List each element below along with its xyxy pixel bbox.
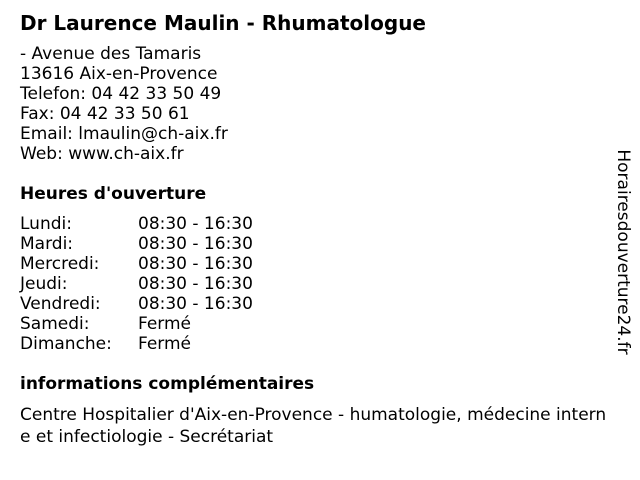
day-label: Vendredi: [20,294,101,314]
page-title: Dr Laurence Maulin - Rhumatologue [20,11,426,35]
day-label: Jeudi: [20,274,68,294]
hours-value: 08:30 - 16:30 [138,234,253,254]
hours-value: 08:30 - 16:30 [138,214,253,234]
hours-value: Fermé [138,334,192,354]
hours-table [20,214,253,354]
city-address: 13616 Aix-en-Provence [20,64,218,84]
hours-value: Fermé [138,314,192,334]
email-address: Email: lmaulin@ch-aix.fr [20,124,228,144]
hours-row [20,334,253,354]
hours-row [20,214,253,234]
contact-block [20,44,228,164]
hours-row [20,234,253,254]
hours-heading: Heures d'ouverture [20,184,207,204]
watermark-text: Horairesdouverture24.fr [613,149,633,355]
info-heading: informations complémentaires [20,374,315,394]
hours-row [20,314,253,334]
day-label: Lundi: [20,214,72,234]
street-address: - Avenue des Tamaris [20,44,202,64]
day-label: Dimanche: [20,334,112,354]
day-label: Samedi: [20,314,90,334]
hours-value: 08:30 - 16:30 [138,254,253,274]
info-text: Centre Hospitalier d'Aix-en-Provence - humatologie, médecine interne et infectiologie - Secrétariat [20,405,607,447]
fax-number: Fax: 04 42 33 50 61 [20,104,190,124]
hours-value: 08:30 - 16:30 [138,294,253,314]
day-label: Mardi: [20,234,74,254]
hours-value: 08:30 - 16:30 [138,274,253,294]
website: Web: www.ch-aix.fr [20,144,184,164]
hours-row [20,294,253,314]
phone-number: Telefon: 04 42 33 50 49 [20,84,222,104]
hours-row [20,254,253,274]
hours-row [20,274,253,294]
day-label: Mercredi: [20,254,100,274]
